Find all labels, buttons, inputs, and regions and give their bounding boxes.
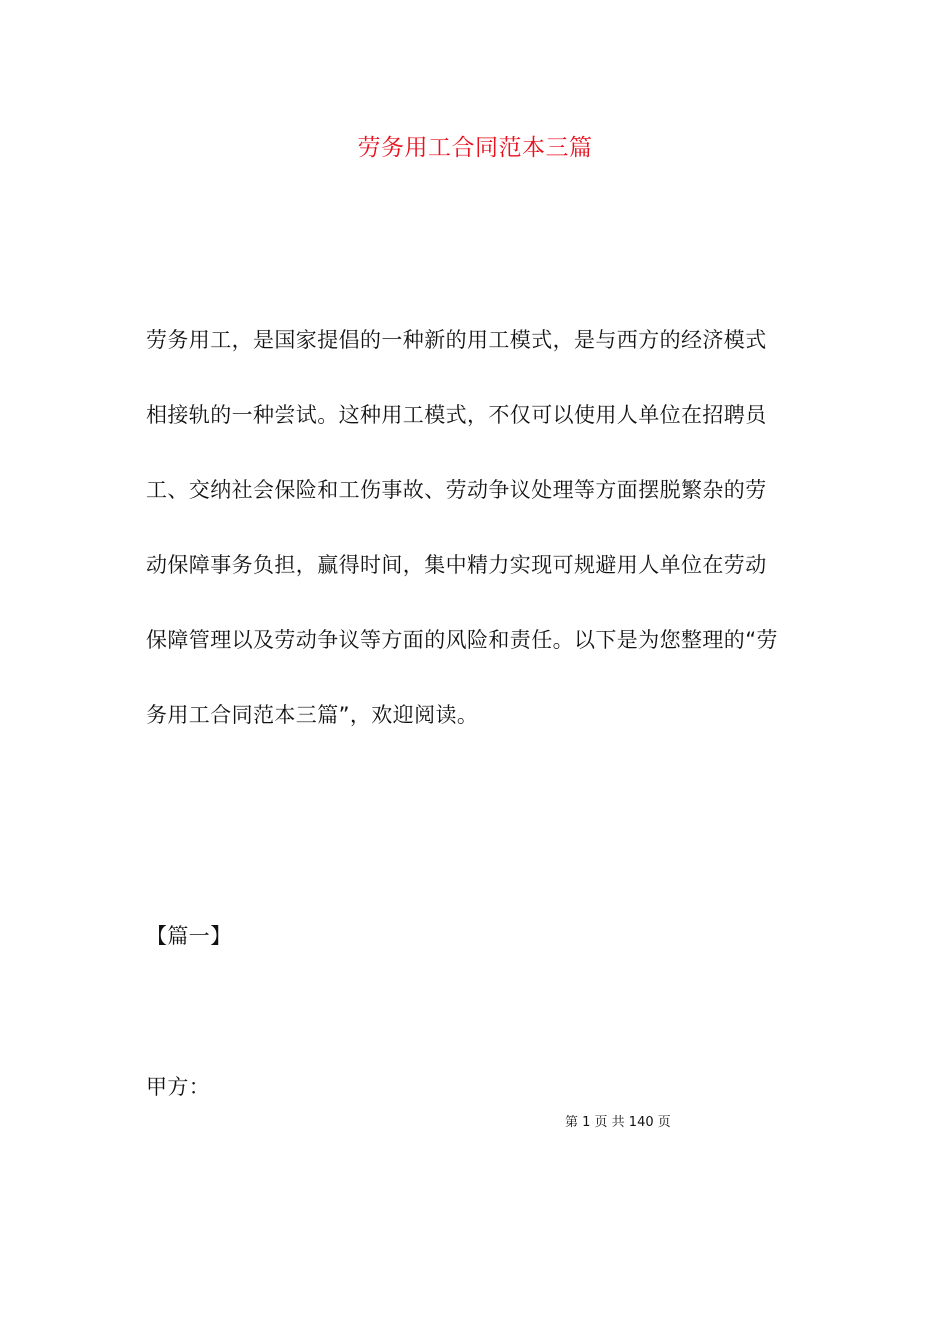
section-heading: 【篇一】 xyxy=(146,924,232,948)
intro-line: 工、交纳社会保险和工伤事故、劳动争议处理等方面摆脱繁杂的劳 xyxy=(146,478,767,502)
page-number-footer: 第 1 页 共 140 页 xyxy=(565,1115,671,1130)
intro-paragraph xyxy=(146,319,806,769)
intro-line: 相接轨的一种尝试。这种用工模式，不仅可以使用人单位在招聘员 xyxy=(146,403,767,427)
intro-line: 劳务用工，是国家提倡的一种新的用工模式，是与西方的经济模式 xyxy=(146,328,767,352)
party-a-label: 甲方： xyxy=(146,1075,211,1099)
intro-line: 保障管理以及劳动争议等方面的风险和责任。以下是为您整理的“劳 xyxy=(146,628,778,652)
intro-line: 动保障事务负担，赢得时间，集中精力实现可规避用人单位在劳动 xyxy=(146,553,767,577)
intro-line: 务用工合同范本三篇”，欢迎阅读。 xyxy=(146,703,479,727)
document-title: 劳务用工合同范本三篇 xyxy=(357,135,593,161)
